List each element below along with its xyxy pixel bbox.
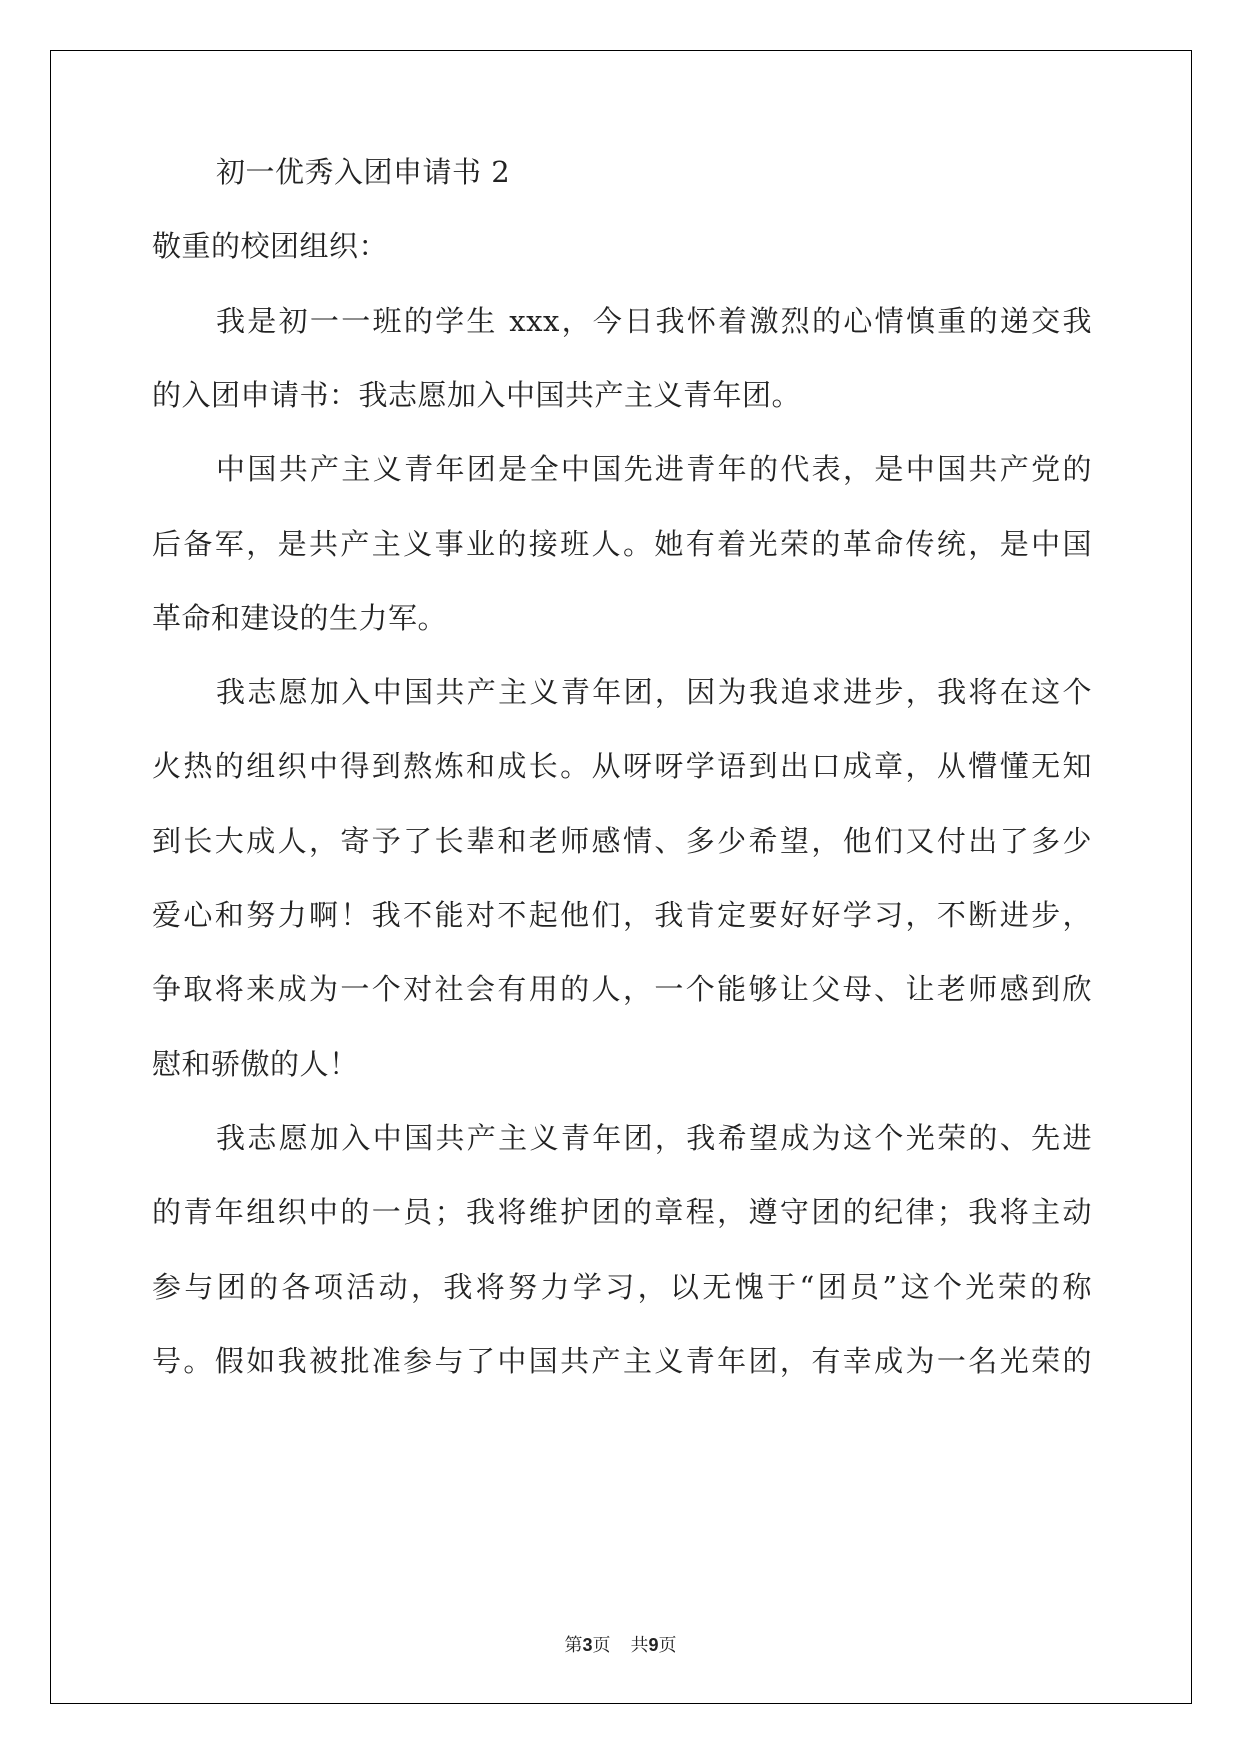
total-prefix: 共 [630, 1635, 649, 1656]
document-title: 初一优秀入团申请书 2 [216, 155, 511, 189]
total-page-count: 9 [648, 1635, 659, 1655]
paragraph-line: 争取将来成为一个对社会有用的人，一个能够让父母、让老师感到欣 [152, 972, 1092, 1006]
paragraph-line: 慰和骄傲的人！ [152, 1047, 359, 1081]
paragraph-line: 后备军，是共产主义事业的接班人。她有着光荣的革命传统，是中国 [152, 527, 1092, 561]
paragraph-line: 火热的组织中得到熬炼和成长。从呀呀学语到出口成章，从懵懂无知 [152, 749, 1092, 783]
paragraph-line: 参与团的各项活动，我将努力学习，以无愧于“团员”这个光荣的称 [152, 1270, 1092, 1304]
paragraph-line: 号。假如我被批准参与了中国共产主义青年团，有幸成为一名光荣的 [152, 1344, 1092, 1378]
total-suffix: 页 [658, 1635, 677, 1656]
paragraph-line: 我是初一一班的学生 xxx，今日我怀着激烈的心情慎重的递交我 [216, 304, 1092, 338]
page-footer [0, 1634, 1241, 1657]
page-suffix: 页 [592, 1635, 611, 1656]
paragraph-line: 我志愿加入中国共产主义青年团，因为我追求进步，我将在这个 [216, 675, 1092, 709]
page-border [50, 50, 1192, 1704]
paragraph-line: 我志愿加入中国共产主义青年团，我希望成为这个光荣的、先进 [216, 1121, 1092, 1155]
paragraph-line: 的入团申请书：我志愿加入中国共产主义青年团。 [152, 378, 802, 412]
paragraph-line: 到长大成人，寄予了长辈和老师感情、多少希望，他们又付出了多少 [152, 824, 1092, 858]
paragraph-line: 爱心和努力啊！我不能对不起他们，我肯定要好好学习，不断进步， [152, 898, 1092, 932]
paragraph-line: 的青年组织中的一员；我将维护团的章程，遵守团的纪律；我将主动 [152, 1195, 1092, 1229]
page-prefix: 第 [564, 1635, 583, 1656]
salutation: 敬重的校团组织： [152, 229, 389, 263]
paragraph-line: 革命和建设的生力军。 [152, 601, 448, 635]
current-page-number: 3 [582, 1635, 593, 1655]
paragraph-line: 中国共产主义青年团是全中国先进青年的代表，是中国共产党的 [216, 452, 1092, 486]
